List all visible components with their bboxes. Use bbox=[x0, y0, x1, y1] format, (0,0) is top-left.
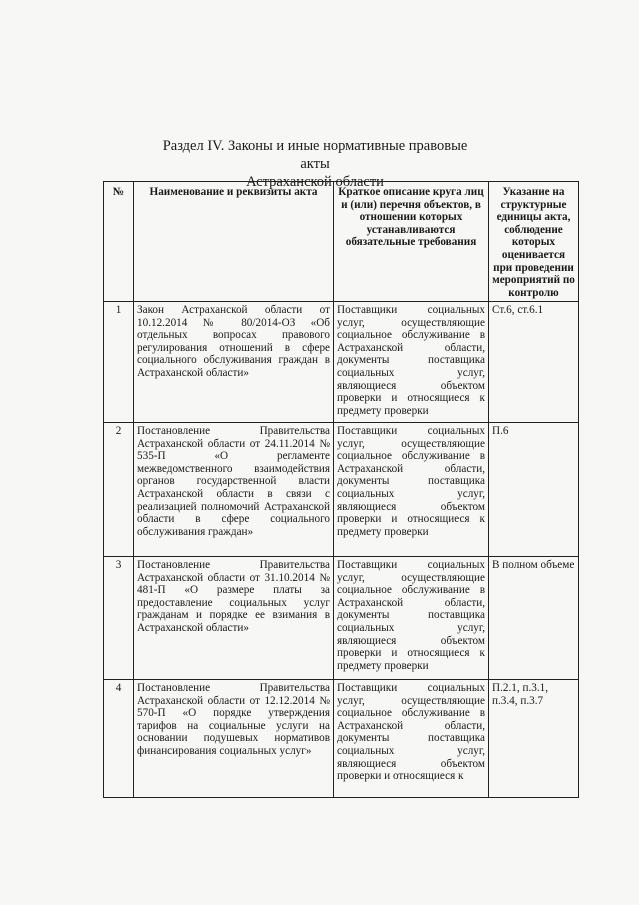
table-row bbox=[104, 423, 579, 557]
row-units: П.6 bbox=[489, 423, 579, 557]
header-structural-units: Указание на структурные единицы акта, соблюдение которых оценивается при проведении мероприятий по контролю bbox=[489, 182, 579, 302]
row-number: 3 bbox=[104, 557, 134, 680]
header-number: № bbox=[104, 182, 134, 302]
table-row bbox=[104, 557, 579, 680]
row-act: Закон Астраханской области от 10.12.2014 № 80/2014-ОЗ «Об отдельных вопросах правового регулирования отношений в сфере социального обслуживания граждан в Астраханской области» bbox=[134, 302, 334, 423]
table-row bbox=[104, 302, 579, 423]
table-row bbox=[104, 680, 579, 798]
section-title-line-2: Астраханской области bbox=[246, 174, 384, 190]
row-units: В полном объеме bbox=[489, 557, 579, 680]
row-act: Постановление Правительства Астраханской области от 12.12.2014 № 570-П «О порядке утверждения тарифов на социальные услуги на основании подушевых нормативов финансирования социальных услуг» bbox=[134, 680, 334, 798]
acts-table bbox=[103, 181, 579, 798]
row-act: Постановление Правительства Астраханской области от 24.11.2014 № 535-П «О регламенте межведомственного взаимодействия органов государственной власти Астраханской области в связи с реализацией полномочий Астраханской области в сфере социального обслуживания граждан» bbox=[134, 423, 334, 557]
table-header-row bbox=[104, 182, 579, 302]
row-number: 1 bbox=[104, 302, 134, 423]
row-units: Ст.6, ст.6.1 bbox=[489, 302, 579, 423]
row-act: Постановление Правительства Астраханской области от 31.10.2014 № 481-П «О размере платы за предоставление социальных услуг гражданам и порядке ее взимания в Астраханской области» bbox=[134, 557, 334, 680]
row-scope: Поставщики социальных услуг, осуществляющие социальное обслуживание в Астраханской области, документы поставщика социальных услуг, являющиеся объектом проверки и относящиеся к bbox=[334, 680, 489, 798]
header-act-name: Наименование и реквизиты акта bbox=[134, 182, 334, 302]
row-number: 4 bbox=[104, 680, 134, 798]
row-scope: Поставщики социальных услуг, осуществляющие социальное обслуживание в Астраханской области, документы поставщика социальных услуг, являющиеся объектом проверки и относящиеся к предмету проверки bbox=[334, 302, 489, 423]
row-number: 2 bbox=[104, 423, 134, 557]
row-scope: Поставщики социальных услуг, осуществляющие социальное обслуживание в Астраханской области, документы поставщика социальных услуг, являющиеся объектом проверки и относящиеся к предмету проверки bbox=[334, 423, 489, 557]
row-scope: Поставщики социальных услуг, осуществляющие социальное обслуживание в Астраханской области, документы поставщика социальных услуг, являющиеся объектом проверки и относящиеся к предмету проверки bbox=[334, 557, 489, 680]
row-units: П.2.1, п.3.1, п.3.4, п.3.7 bbox=[489, 680, 579, 798]
section-title-line-1: Раздел IV. Законы и иные нормативные правовые акты bbox=[162, 138, 468, 172]
header-scope: Краткое описание круга лиц и (или) перечня объектов, в отношении которых устанавливаются обязательные требования bbox=[334, 182, 489, 302]
